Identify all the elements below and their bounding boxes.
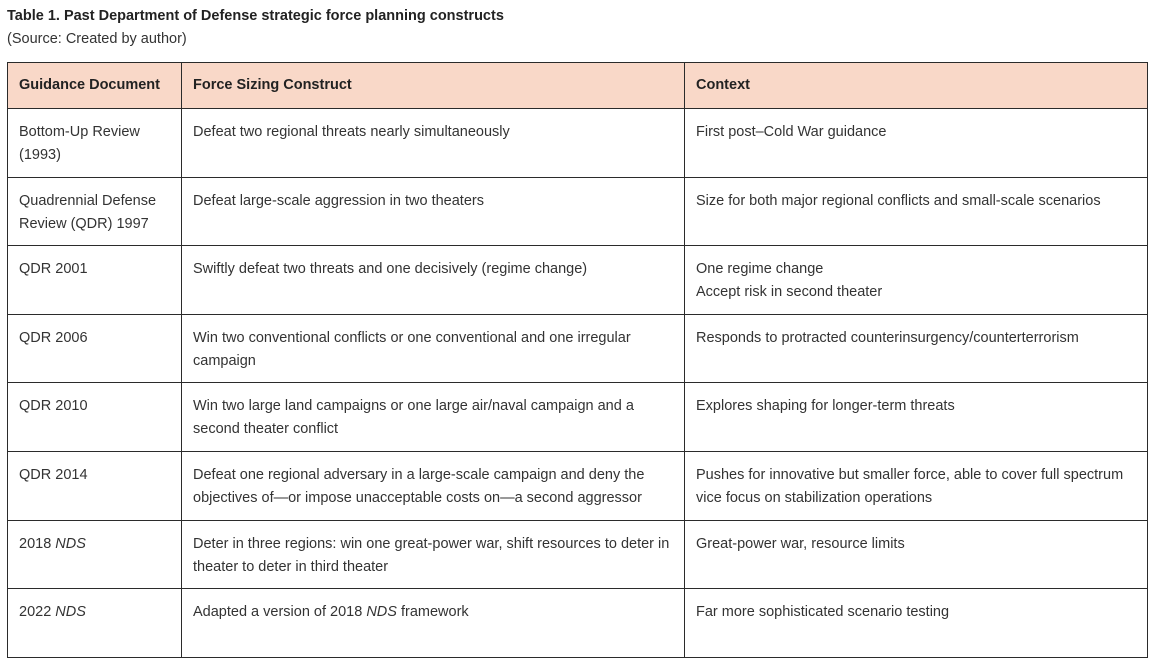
guidance-cell xyxy=(8,520,182,589)
table-row xyxy=(8,451,1148,520)
header-guidance-document: Guidance Document xyxy=(8,63,182,109)
table-header-row xyxy=(8,63,1148,109)
force-doc-name: NDS xyxy=(366,604,397,621)
table-row xyxy=(8,177,1148,246)
guidance-cell: Quadrennial Defense Review (QDR) 1997 xyxy=(8,177,182,246)
guidance-cell: QDR 2014 xyxy=(8,451,182,520)
context-cell xyxy=(685,246,1148,315)
table-row xyxy=(8,520,1148,589)
context-line: First post–Cold War guidance xyxy=(696,124,887,140)
force-cell xyxy=(182,589,685,658)
guidance-cell: QDR 2006 xyxy=(8,314,182,383)
context-cell xyxy=(685,109,1148,178)
table-row xyxy=(8,246,1148,315)
table-row xyxy=(8,314,1148,383)
context-cell xyxy=(685,589,1148,658)
context-line: Accept risk in second theater xyxy=(696,284,883,301)
header-context: Context xyxy=(685,63,1148,109)
header-force-sizing-construct: Force Sizing Construct xyxy=(182,63,685,109)
table-source-note: (Source: Created by author) xyxy=(7,31,187,47)
table-row xyxy=(8,109,1148,178)
context-line: Pushes for innovative but smaller force, able to cover full spectrum vice focus on stabilization operations xyxy=(696,466,1124,506)
guidance-year: 2018 xyxy=(19,535,52,552)
context-line: Explores shaping for longer-term threats xyxy=(696,398,955,415)
guidance-cell: QDR 2010 xyxy=(8,383,182,452)
guidance-doc-name: NDS xyxy=(55,604,86,621)
context-line: Great-power war, resource limits xyxy=(696,535,905,552)
force-cell: Win two conventional conflicts or one conventional and one irregular campaign xyxy=(182,314,685,383)
context-line: Far more sophisticated scenario testing xyxy=(696,604,950,621)
force-cell: Win two large land campaigns or one large air/naval campaign and a second theater conflict xyxy=(182,383,685,452)
context-cell xyxy=(685,451,1148,520)
context-line: Size for both major regional conflicts and small-scale scenarios xyxy=(696,192,1101,209)
guidance-cell: Bottom-Up Review (1993) xyxy=(8,109,182,178)
context-line: Responds to protracted counterinsurgency/counterterrorism xyxy=(696,329,1079,346)
force-cell: Defeat one regional adversary in a large-scale campaign and deny the objectives of—or impose unacceptable costs on—a second aggressor xyxy=(182,451,685,520)
guidance-doc-name: NDS xyxy=(55,535,86,552)
context-cell xyxy=(685,177,1148,246)
force-planning-table xyxy=(7,62,1148,658)
table-row xyxy=(8,589,1148,658)
force-cell: Swiftly defeat two threats and one decisively (regime change) xyxy=(182,246,685,315)
table-row xyxy=(8,383,1148,452)
force-cell: Deter in three regions: win one great-power war, shift resources to deter in theater to deter in third theater xyxy=(182,520,685,589)
guidance-cell xyxy=(8,589,182,658)
guidance-cell: QDR 2001 xyxy=(8,246,182,315)
force-text-prefix: Adapted a version of 2018 xyxy=(193,604,363,621)
guidance-year: 2022 xyxy=(19,604,52,621)
force-text-suffix: framework xyxy=(400,604,469,621)
force-cell: Defeat large-scale aggression in two theaters xyxy=(182,177,685,246)
table-caption: Table 1. Past Department of Defense strategic force planning constructs xyxy=(7,8,504,24)
context-line: One regime change xyxy=(696,261,824,278)
context-cell xyxy=(685,383,1148,452)
force-cell: Defeat two regional threats nearly simultaneously xyxy=(182,109,685,178)
context-cell xyxy=(685,314,1148,383)
context-cell xyxy=(685,520,1148,589)
